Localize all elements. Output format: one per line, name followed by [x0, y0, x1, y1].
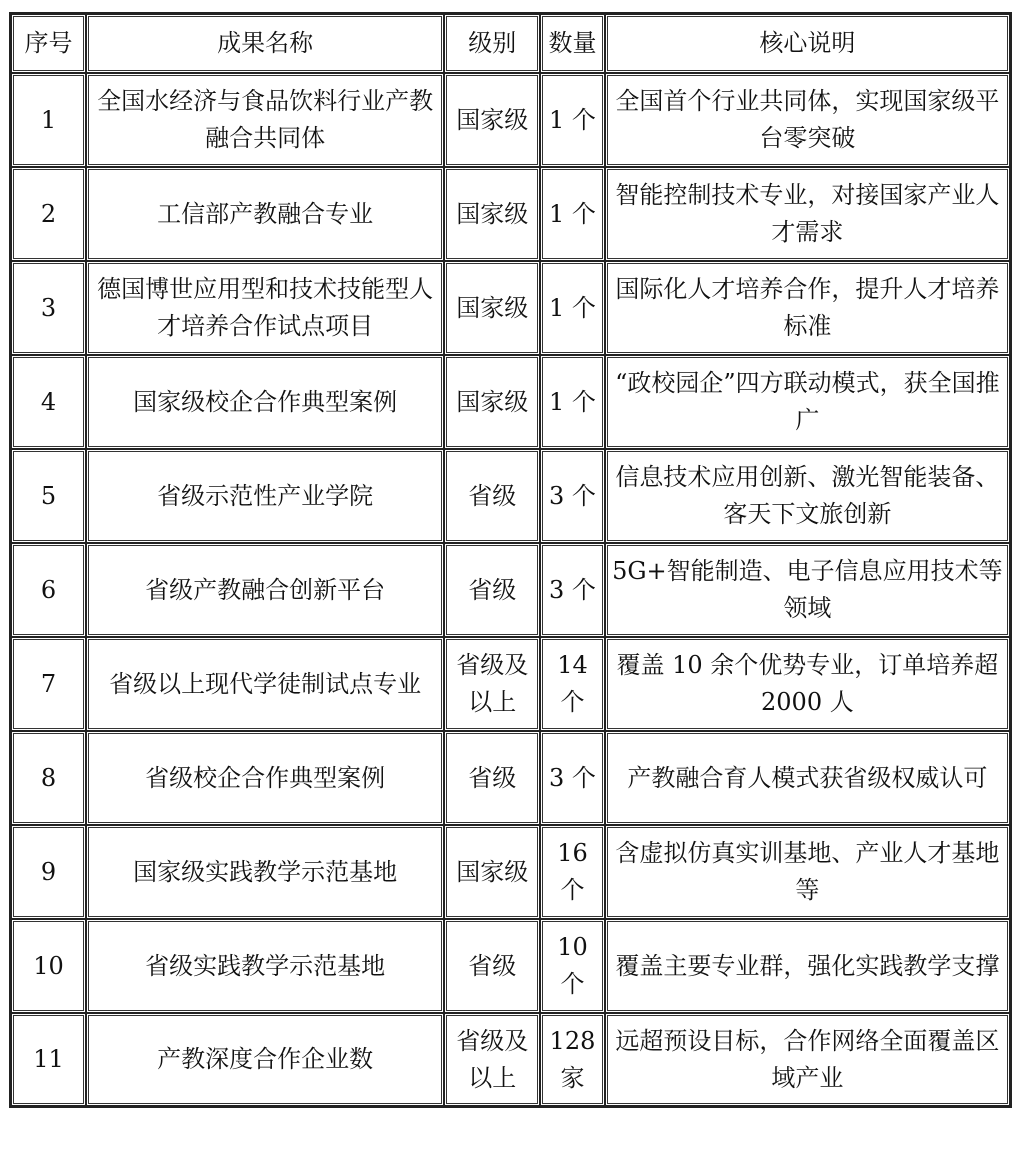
header-no: 序号 — [11, 14, 86, 73]
table-row — [11, 355, 1010, 449]
row-level: 国家级 — [444, 825, 540, 919]
table-row — [11, 167, 1010, 261]
header-name: 成果名称 — [86, 14, 444, 73]
row-name: 省级实践教学示范基地 — [86, 919, 444, 1013]
row-level: 省级及以上 — [444, 637, 540, 731]
row-name: 工信部产教融合专业 — [86, 167, 444, 261]
table-row — [11, 637, 1010, 731]
row-level: 国家级 — [444, 73, 540, 167]
row-name: 德国博世应用型和技术技能型人才培养合作试点项目 — [86, 261, 444, 355]
row-level: 省级 — [444, 919, 540, 1013]
row-name: 全国水经济与食品饮料行业产教融合共同体 — [86, 73, 444, 167]
row-desc: 远超预设目标，合作网络全面覆盖区域产业 — [605, 1013, 1010, 1106]
row-no: 8 — [11, 731, 86, 825]
row-level: 省级 — [444, 449, 540, 543]
row-desc: 智能控制技术专业，对接国家产业人才需求 — [605, 167, 1010, 261]
table-row — [11, 919, 1010, 1013]
row-name: 省级校企合作典型案例 — [86, 731, 444, 825]
row-name: 国家级校企合作典型案例 — [86, 355, 444, 449]
row-count: 14 个 — [540, 637, 605, 731]
row-name: 省级示范性产业学院 — [86, 449, 444, 543]
row-no: 4 — [11, 355, 86, 449]
row-level: 省级及以上 — [444, 1013, 540, 1106]
row-level: 国家级 — [444, 261, 540, 355]
table-row — [11, 825, 1010, 919]
row-no: 5 — [11, 449, 86, 543]
row-count: 3 个 — [540, 543, 605, 637]
row-name: 省级产教融合创新平台 — [86, 543, 444, 637]
row-level: 省级 — [444, 543, 540, 637]
header-desc: 核心说明 — [605, 14, 1010, 73]
row-count: 1 个 — [540, 355, 605, 449]
row-level: 国家级 — [444, 167, 540, 261]
row-count: 1 个 — [540, 261, 605, 355]
header-count: 数量 — [540, 14, 605, 73]
row-desc: 全国首个行业共同体，实现国家级平台零突破 — [605, 73, 1010, 167]
header-row — [11, 14, 1010, 73]
row-no: 10 — [11, 919, 86, 1013]
table-row — [11, 731, 1010, 825]
row-desc: 含虚拟仿真实训基地、产业人才基地等 — [605, 825, 1010, 919]
row-count: 3 个 — [540, 731, 605, 825]
table-row — [11, 73, 1010, 167]
row-count: 1 个 — [540, 167, 605, 261]
row-name: 国家级实践教学示范基地 — [86, 825, 444, 919]
row-desc: 覆盖 10 余个优势专业，订单培养超 2000 人 — [605, 637, 1010, 731]
header-level: 级别 — [444, 14, 540, 73]
table-row — [11, 449, 1010, 543]
row-no: 9 — [11, 825, 86, 919]
row-count: 16 个 — [540, 825, 605, 919]
row-desc: 覆盖主要专业群，强化实践教学支撑 — [605, 919, 1010, 1013]
row-no: 7 — [11, 637, 86, 731]
row-no: 2 — [11, 167, 86, 261]
table-row — [11, 261, 1010, 355]
row-desc: “政校园企”四方联动模式，获全国推广 — [605, 355, 1010, 449]
row-desc: 信息技术应用创新、激光智能装备、客天下文旅创新 — [605, 449, 1010, 543]
row-no: 3 — [11, 261, 86, 355]
row-no: 11 — [11, 1013, 86, 1106]
table-body — [11, 73, 1010, 1106]
row-desc: 5G+智能制造、电子信息应用技术等领域 — [605, 543, 1010, 637]
row-name: 产教深度合作企业数 — [86, 1013, 444, 1106]
row-count: 1 个 — [540, 73, 605, 167]
row-level: 省级 — [444, 731, 540, 825]
table-header — [11, 14, 1010, 73]
row-desc: 产教融合育人模式获省级权威认可 — [605, 731, 1010, 825]
row-count: 10 个 — [540, 919, 605, 1013]
table-row — [11, 543, 1010, 637]
row-name: 省级以上现代学徒制试点专业 — [86, 637, 444, 731]
row-level: 国家级 — [444, 355, 540, 449]
row-count: 3 个 — [540, 449, 605, 543]
table-row — [11, 1013, 1010, 1106]
row-no: 6 — [11, 543, 86, 637]
row-count: 128 家 — [540, 1013, 605, 1106]
row-no: 1 — [11, 73, 86, 167]
achievements-table — [9, 12, 1012, 1108]
row-desc: 国际化人才培养合作，提升人才培养标准 — [605, 261, 1010, 355]
